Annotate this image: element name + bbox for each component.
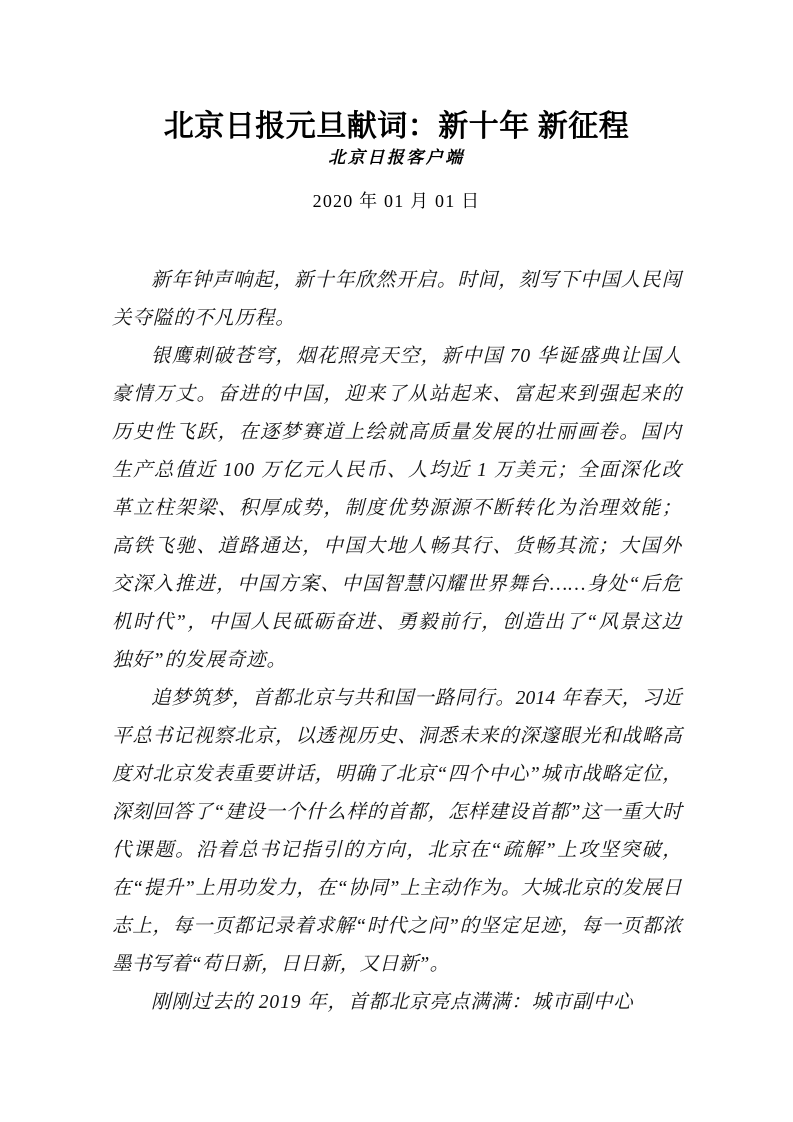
paragraph-3: 追梦筑梦，首都北京与共和国一路同行。2014 年春天，习近平总书记视察北京，以透视历史、洞悉未来的深邃眼光和战略高度对北京发表重要讲话，明确了北京“四个中心”城市战略定位，深刻回答了“建设一个什么样的首都，怎样建设首都”这一重大时代课题。沿着总书记指引的方向，北京在“疏解”上攻坚突破，在“提升”上用功发力，在“协同”上主动作为。大城北京的发展日志上，每一页都记录着求解“时代之问”的坚定足迹，每一页都浓墨书写着“苟日新，日日新，又日新”。 (112, 688, 682, 975)
byline-source: 北京日报客户端 (328, 148, 465, 167)
paragraph-4: 刚刚过去的 2019 年，首都北京亮点满满：城市副中心 (151, 992, 634, 1013)
publish-date: 2020 年 01 月 01 日 (312, 191, 481, 211)
article-body (112, 262, 682, 1022)
page-title: 北京日报元旦献词：新十年 新征程 (163, 110, 630, 144)
paragraph-2: 银鹰刺破苍穹，烟花照亮天空，新中国 70 华诞盛典让国人豪情万丈。奋进的中国，迎来了从站起来、富起来到强起来的历史性飞跃，在逐梦赛道上绘就高质量发展的壮丽画卷。国内生产总值近 100 万亿元人民币、人均近 1 万美元；全面深化改革立柱架梁、积厚成势，制度优势源源不断转化为治理效能；高铁飞驰、道路通达，中国大地人畅其行、货畅其流；大国外交深入推进，中国方案、中国智慧闪耀世界舞台……身处“后危机时代”，中国人民砥砺奋进、勇毅前行，创造出了“风景这边独好”的发展奇迹。 (112, 346, 682, 671)
paragraph-1: 新年钟声响起，新十年欣然开启。时间，刻写下中国人民闯关夺隘的不凡历程。 (112, 270, 682, 329)
